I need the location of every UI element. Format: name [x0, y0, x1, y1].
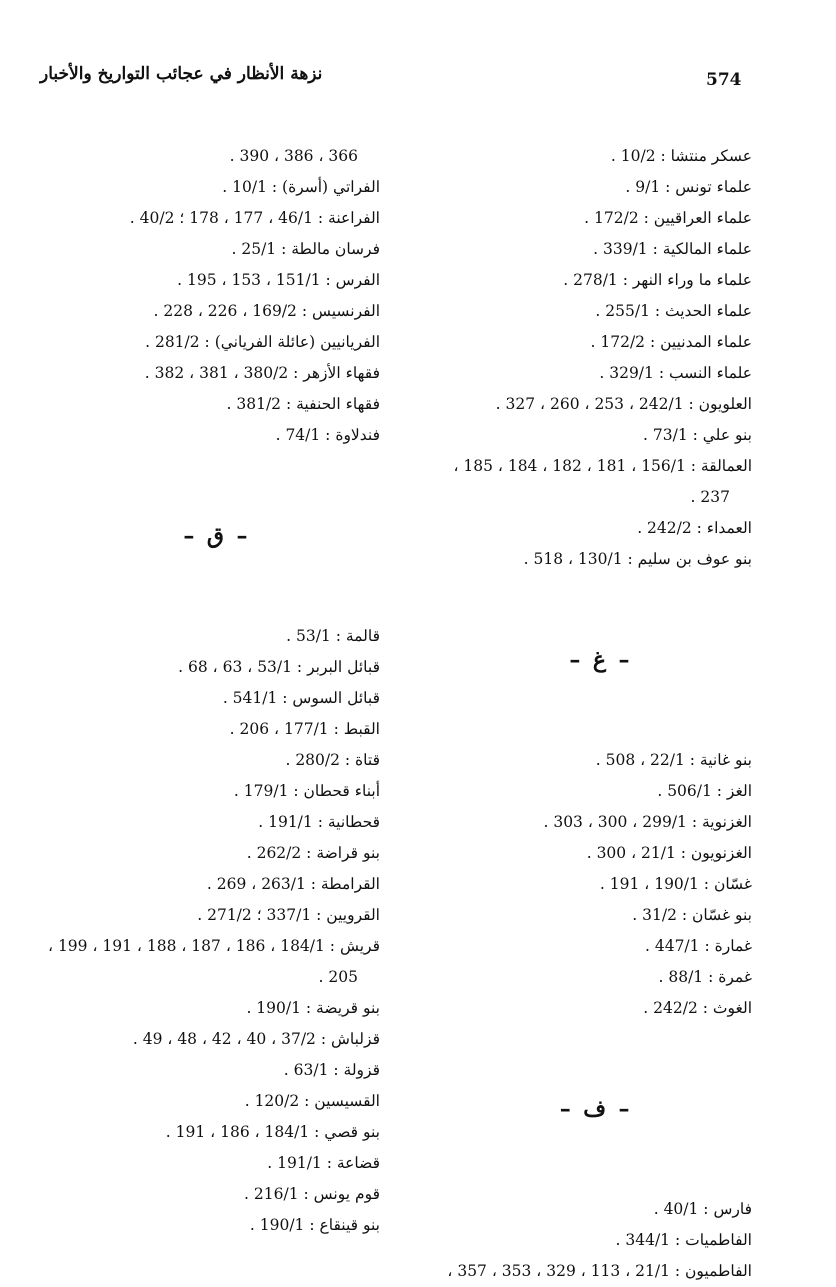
index-entry: بنو غانية : 22/1 ، 508 .	[595, 751, 752, 769]
index-entry: الفريانيين (عائلة الفرياني) : 281/2 .	[145, 333, 380, 351]
index-entry: غسّان : 190/1 ، 191 .	[599, 875, 752, 893]
index-entry-continuation: 205 .	[318, 968, 358, 986]
running-title: نزهة الأنظار في عجائب التواريخ والأخبار	[40, 64, 323, 84]
index-entry: العمداء : 242/2 .	[637, 519, 752, 537]
index-entry: الفرنسيس : 169/2 ، 226 ، 228 .	[153, 302, 380, 320]
index-entry: علماء المدنيين : 172/2 .	[590, 333, 752, 351]
index-entry: الغوث : 242/2 .	[643, 999, 752, 1017]
index-entry: فرسان مالطة : 25/1 .	[231, 240, 380, 258]
index-entry: بنو قراضة : 262/2 .	[246, 844, 380, 862]
section-spacer	[332, 1024, 752, 1086]
section-letter-heading	[332, 1086, 752, 1132]
dash: –	[236, 523, 248, 549]
section-letter: ق	[206, 523, 224, 549]
index-entry: القبط : 177/1 ، 206 .	[229, 720, 380, 738]
index-entry: قتاة : 280/2 .	[285, 751, 380, 769]
index-entry: علماء تونس : 9/1 .	[625, 178, 752, 196]
index-entry: بنو قريضة : 190/1 .	[246, 999, 380, 1017]
section-letter-heading	[332, 637, 752, 683]
index-entry: بنو قينقاع : 190/1 .	[249, 1216, 380, 1234]
index-entry: عسكر منتشا : 10/2 .	[610, 147, 752, 165]
index-entry: قبائل البربر : 53/1 ، 63 ، 68 .	[178, 658, 380, 676]
section-letter: غ	[592, 647, 606, 673]
dash: –	[183, 523, 195, 549]
index-entry-continuation: 366 ، 386 ، 390 .	[229, 147, 358, 165]
index-entry: قضاعة : 191/1 .	[267, 1154, 380, 1172]
index-entry: الفاطميات : 344/1 .	[615, 1231, 752, 1249]
section-letter: ف	[583, 1096, 606, 1122]
index-entry: قريش : 184/1 ، 186 ، 187 ، 188 ، 191 ، 199 ،	[48, 937, 380, 955]
index-entry: بنو غسّان : 31/2 .	[632, 906, 752, 924]
index-entry: قبائل السوس : 541/1 .	[222, 689, 380, 707]
index-entry: فارس : 40/1 .	[653, 1200, 752, 1218]
index-column-left	[10, 141, 380, 1241]
index-entry: العلويون : 242/1 ، 253 ، 260 ، 327 .	[495, 395, 752, 413]
section-spacer	[10, 451, 380, 513]
section-spacer	[332, 683, 752, 745]
dash: –	[569, 647, 581, 673]
index-entry: غمارة : 447/1 .	[644, 937, 752, 955]
index-entry: فقهاء الأزهر : 380/2 ، 381 ، 382 .	[144, 364, 380, 382]
section-spacer	[332, 1132, 752, 1194]
index-entry: قحطانية : 191/1 .	[258, 813, 380, 831]
dash: –	[618, 647, 630, 673]
index-entry-continuation: 237 .	[690, 488, 730, 506]
index-entry: قزولة : 63/1 .	[283, 1061, 380, 1079]
index-entry: قالمة : 53/1 .	[286, 627, 380, 645]
index-entry: الغز : 506/1 .	[657, 782, 752, 800]
index-column-right	[332, 141, 752, 1287]
index-entry: فندلاوة : 74/1 .	[275, 426, 380, 444]
index-entry: الفاطميون : 21/1 ، 113 ، 329 ، 353 ، 357 ،	[447, 1262, 752, 1280]
index-entry: الفرس : 151/1 ، 153 ، 195 .	[177, 271, 380, 289]
index-entry: علماء العراقيين : 172/2 .	[584, 209, 752, 227]
index-entry: علماء الحديث : 255/1 .	[595, 302, 752, 320]
index-entry: بنو قصي : 184/1 ، 186 ، 191 .	[165, 1123, 380, 1141]
section-letter-heading	[10, 513, 380, 559]
index-entry: علماء ما وراء النهر : 278/1 .	[563, 271, 752, 289]
page-number: 574	[706, 70, 742, 90]
index-entry: القسيسين : 120/2 .	[244, 1092, 380, 1110]
index-entry: غمرة : 88/1 .	[658, 968, 752, 986]
index-entry: علماء النسب : 329/1 .	[599, 364, 752, 382]
index-entry: القرويين : 337/1 ؛ 271/2 .	[197, 906, 380, 924]
index-entry: الفراعنة : 46/1 ، 177 ، 178 ؛ 40/2 .	[129, 209, 380, 227]
index-entry: قزلباش : 37/2 ، 40 ، 42 ، 48 ، 49 .	[132, 1030, 380, 1048]
index-entry: الفراتي (أسرة) : 10/1 .	[222, 178, 380, 196]
index-entry: قوم يونس : 216/1 .	[244, 1185, 380, 1203]
index-entry: فقهاء الحنفية : 381/2 .	[226, 395, 380, 413]
index-entry: بنو عوف بن سليم : 130/1 ، 518 .	[523, 550, 752, 568]
index-entry: أبناء قحطان : 179/1 .	[233, 782, 380, 800]
index-entry: بنو علي : 73/1 .	[643, 426, 752, 444]
index-entry: الغزنوية : 299/1 ، 300 ، 303 .	[543, 813, 752, 831]
index-entry: الغزنويون : 21/1 ، 300 .	[586, 844, 752, 862]
dash: –	[559, 1096, 571, 1122]
section-spacer	[332, 575, 752, 637]
index-entry: علماء المالكية : 339/1 .	[593, 240, 752, 258]
index-entry: العمالقة : 156/1 ، 181 ، 182 ، 184 ، 185 ،	[453, 457, 752, 475]
section-spacer	[10, 559, 380, 621]
index-entry: القرامطة : 263/1 ، 269 .	[206, 875, 380, 893]
dash: –	[618, 1096, 630, 1122]
